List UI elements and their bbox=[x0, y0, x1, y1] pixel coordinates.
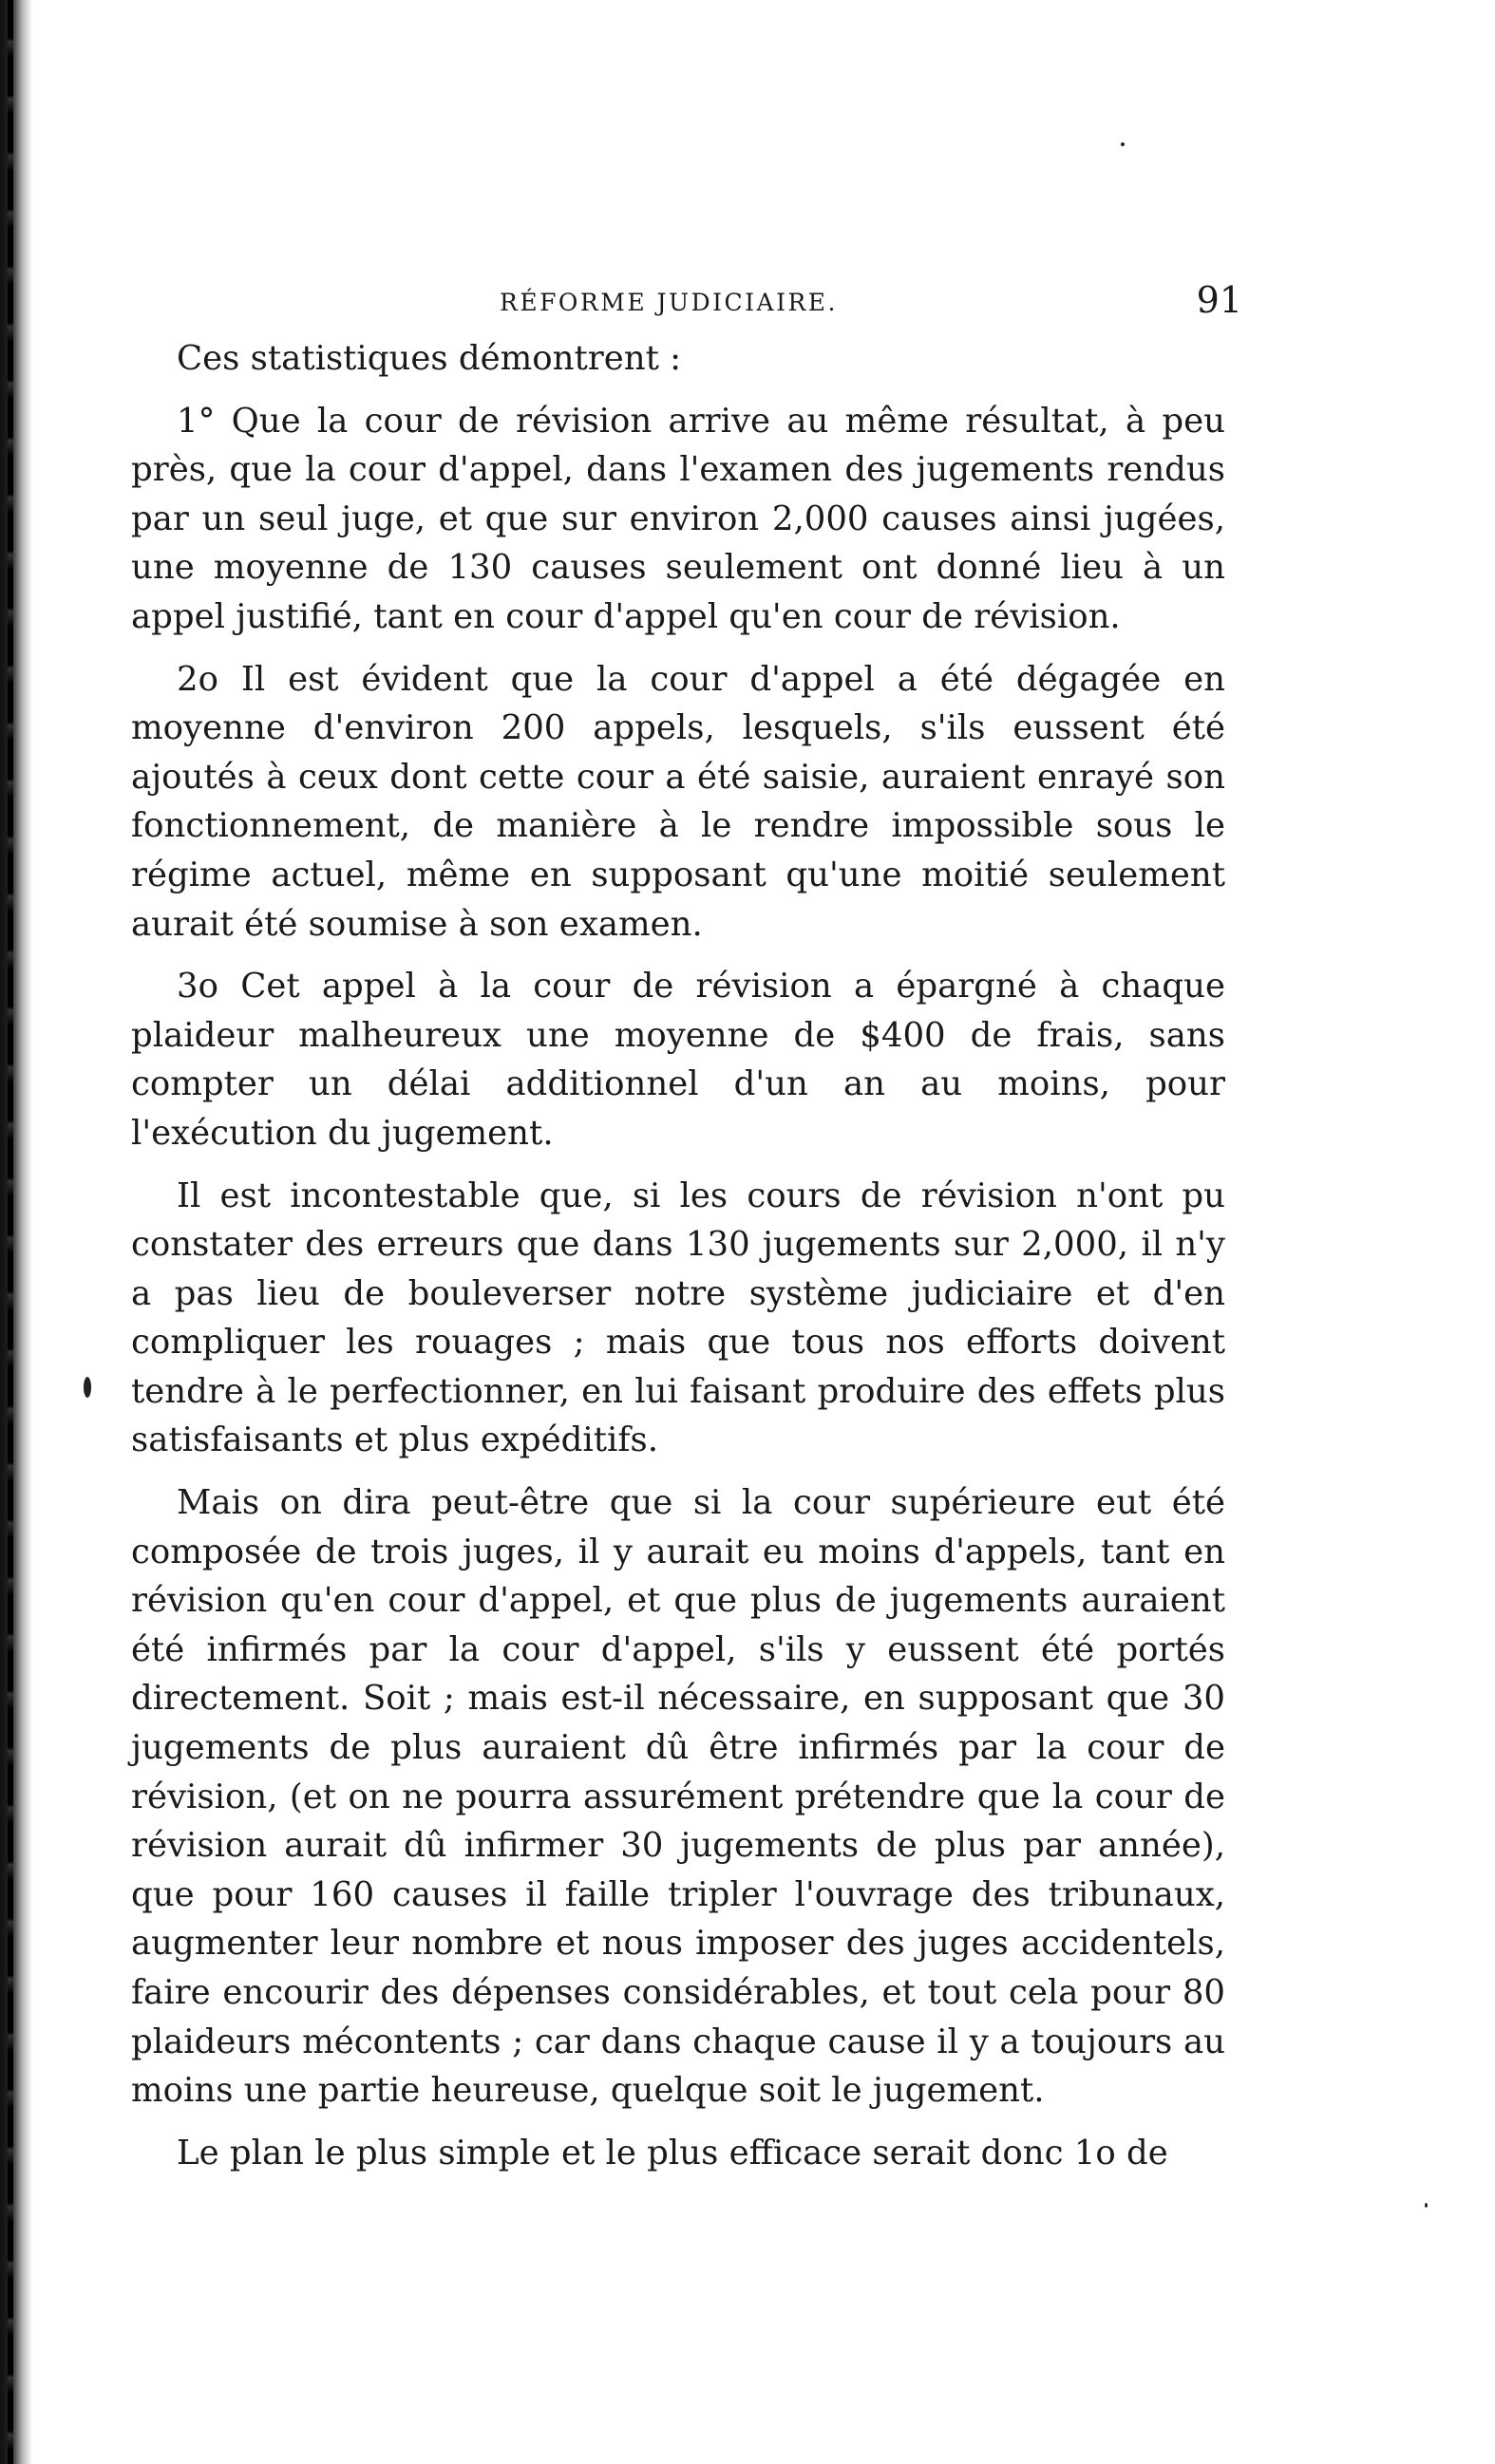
paragraph-intro: Ces statistiques démontrent : bbox=[177, 339, 682, 378]
running-header bbox=[131, 256, 1242, 321]
paragraph-conclusion: Le plan le plus simple et le plus efficace serait donc 1o de bbox=[177, 2133, 1168, 2172]
body-text bbox=[131, 334, 1225, 2177]
scan-speck bbox=[1425, 2203, 1428, 2208]
book-page bbox=[131, 256, 1242, 2177]
paragraph-point-1: 1° Que la cour de révision arrive au même résultat, à peu près, que la cour d'appel, dans l'examen des jugements rendus par un seul juge, et que sur environ 2,000 causes ainsi jugées, une moyenne de 130 causes seulement ont donné lieu à un appel justifié, tant en cour d'appel qu'en cour de révision. bbox=[131, 401, 1225, 636]
page-binding-edge bbox=[0, 0, 32, 2464]
paragraph-argument: Il est incontestable que, si les cours de révision n'ont pu constater des erreurs que dans 130 jugements sur 2,000, il n'y a pas lieu de bouleverser notre système judiciaire et d'en compliquer les rouages ; mais que tous nos efforts doivent tendre à le perfectionner, en lui faisant produire des effets plus satisfaisants et plus expéditifs. bbox=[131, 1176, 1225, 1460]
scan-speck bbox=[1121, 142, 1125, 146]
paragraph-objection: Mais on dira peut-être que si la cour supérieure eut été composée de trois juges, il y aurait eu moins d'appels, tant en révision qu'en cour d'appel, et que plus de jugements auraient été infirmés par la cour d'appel, s'ils y eussent été portés directement. Soit ; mais est-il nécessaire, en supposant que 30 jugements de plus auraient dû être infirmés par la cour de révision, (et on ne pourra assurément prétendre que la cour de révision aurait dû infirmer 30 jugements de plus par année), que pour 160 causes il faille tripler l'ouvrage des tribunaux, augmenter leur nombre et nous imposer des juges accidentels, faire encourir des dépenses considérables, et tout cela pour 80 plaideurs mécontents ; car dans chaque cause il y a toujours au moins une partie heureuse, quelque soit le jugement. bbox=[131, 1483, 1225, 2111]
running-title: RÉFORME JUDICIAIRE. bbox=[500, 289, 838, 316]
page-number: 91 bbox=[1196, 279, 1242, 321]
paragraph-point-2: 2o Il est évident que la cour d'appel a été dégagée en moyenne d'environ 200 appels, lesquels, s'ils eussent été ajoutés à ceux dont cette cour a été saisie, auraient enrayé son fonctionnement, de manière à le rendre impossible sous le régime actuel, même en supposant qu'une moitié seulement aurait été soumise à son examen. bbox=[131, 659, 1225, 944]
scan-speck bbox=[84, 1377, 91, 1398]
paragraph-point-3: 3o Cet appel à la cour de révision a épargné à chaque plaideur malheureux une moyenne de $400 de frais, sans compter un délai additionnel d'un an au moins, pour l'exécution du jugement. bbox=[131, 967, 1225, 1153]
